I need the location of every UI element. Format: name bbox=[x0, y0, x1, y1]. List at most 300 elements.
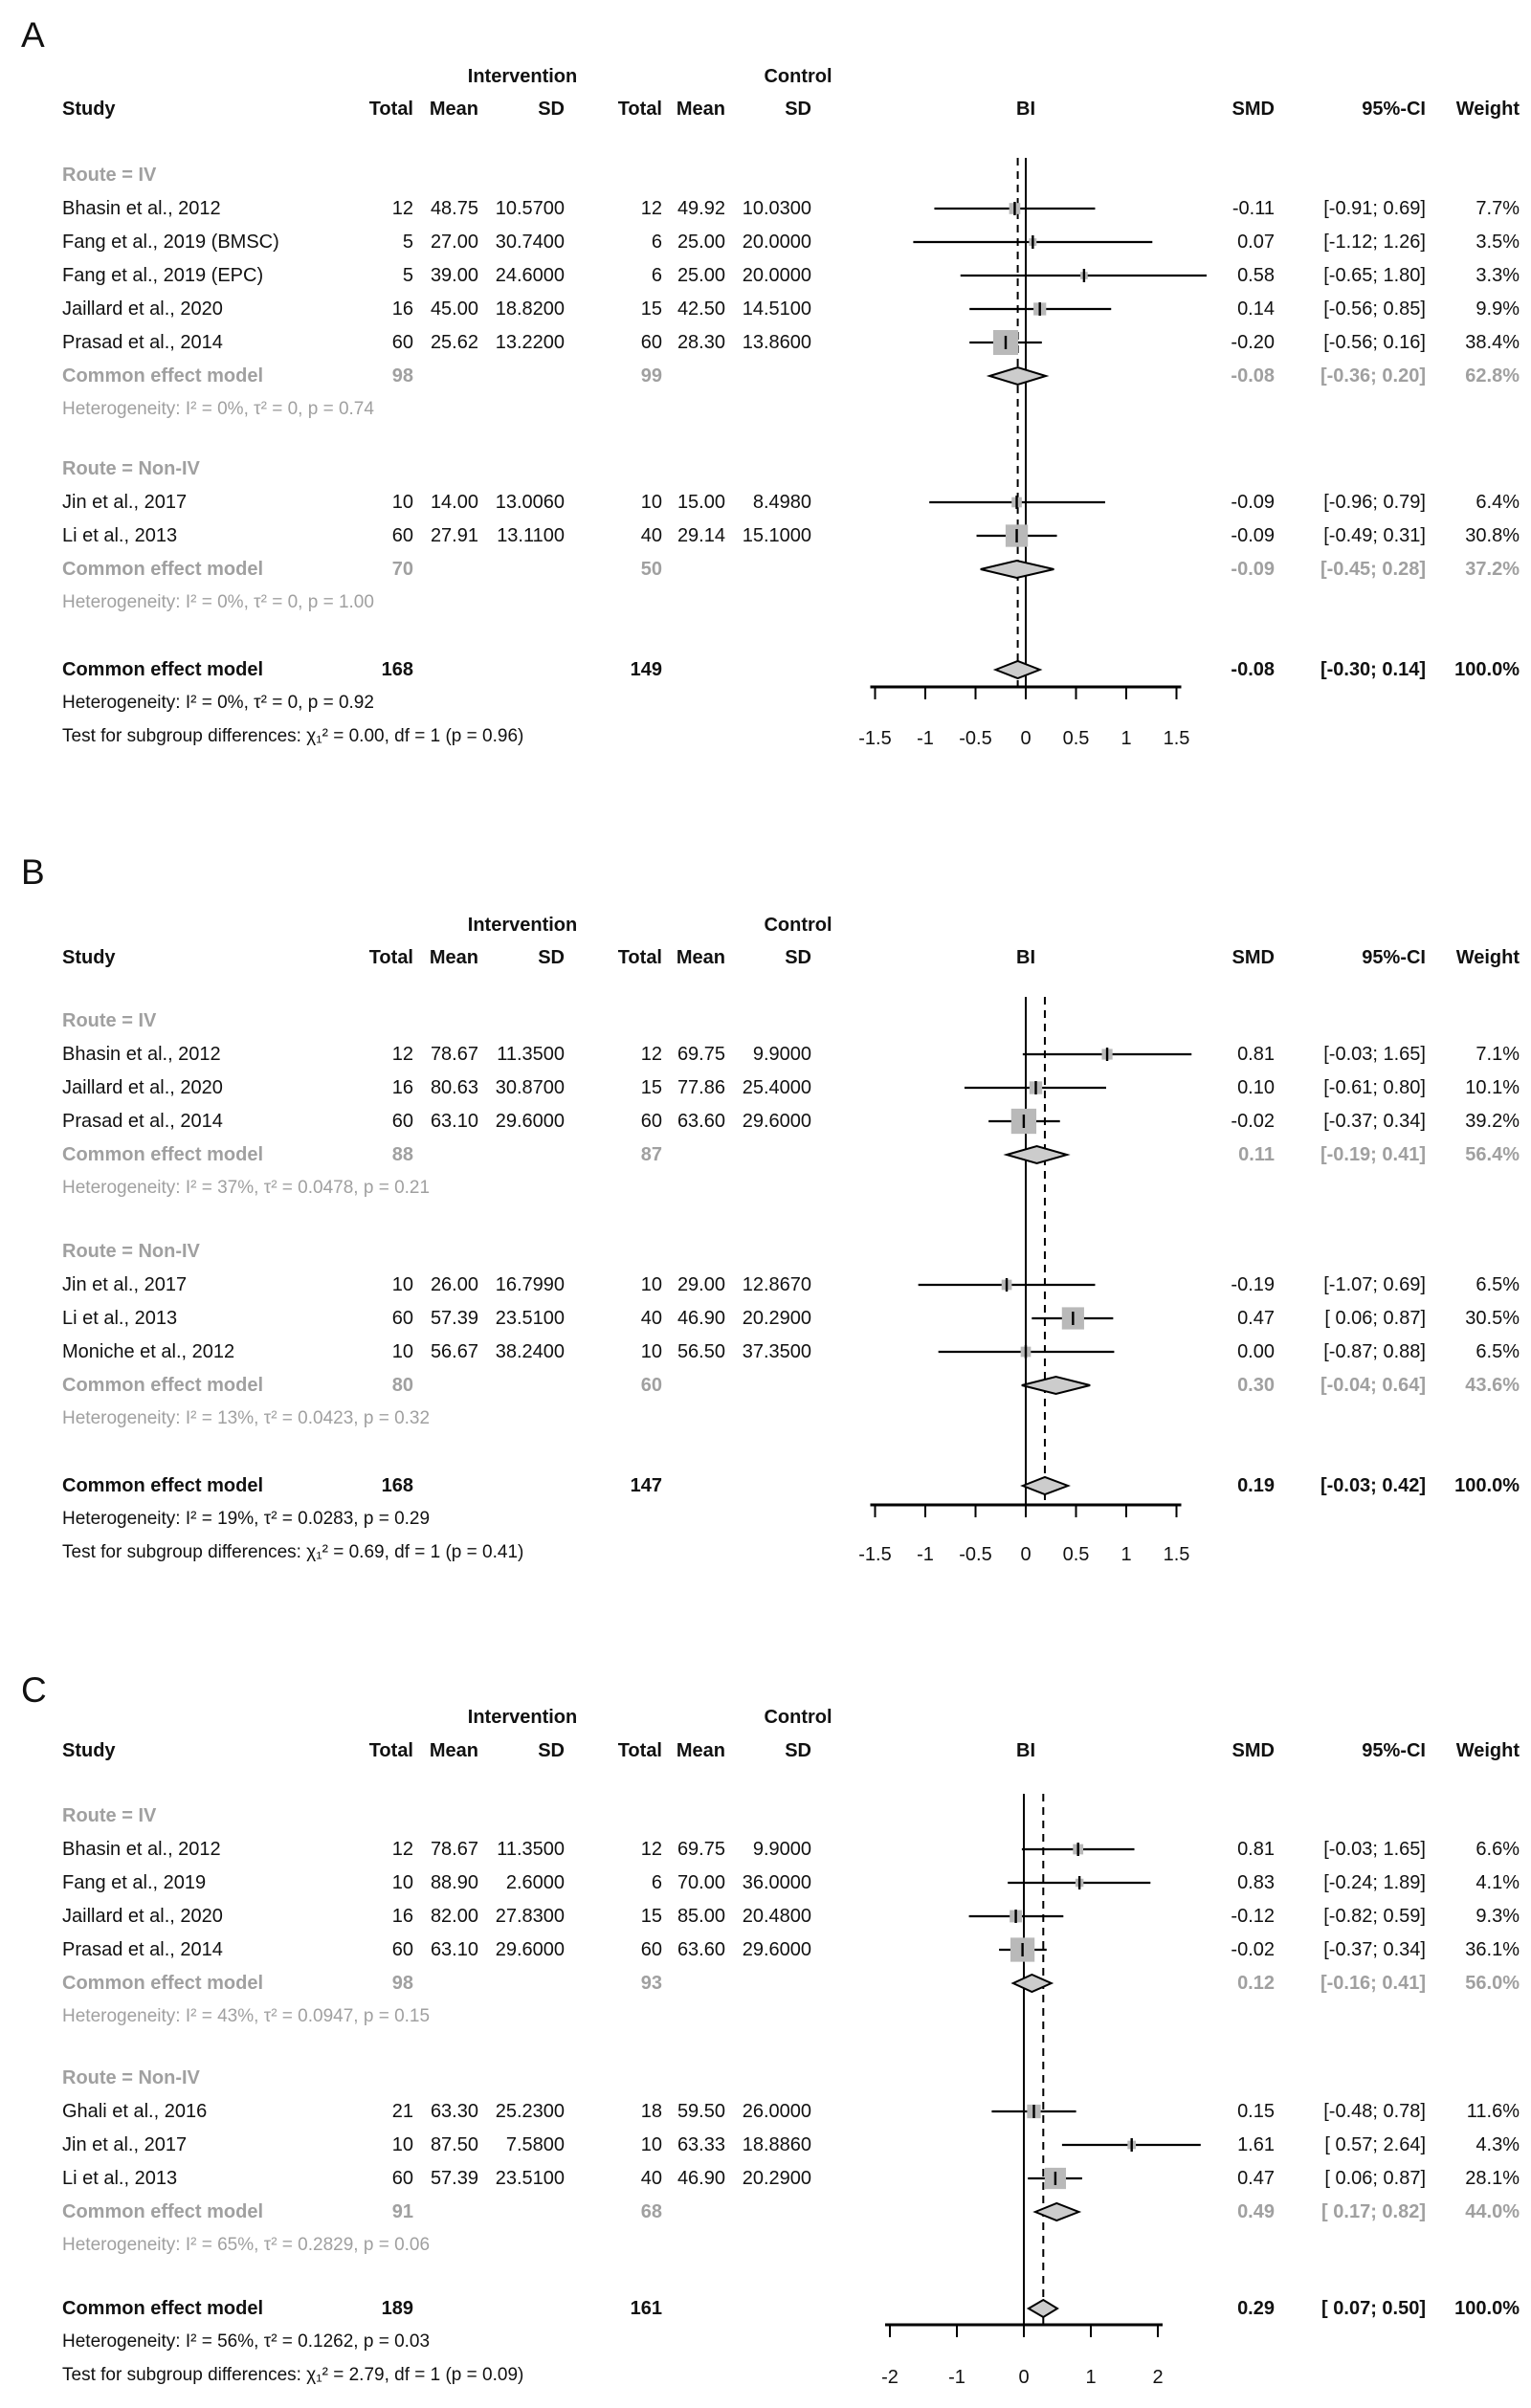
cell-control-total: 6 bbox=[651, 232, 662, 253]
cell-control-total: 40 bbox=[640, 1308, 662, 1329]
subgroup-heterogeneity: Heterogeneity: I² = 0%, τ² = 0, p = 0.74 bbox=[62, 399, 374, 419]
cell-control-sd: 20.2900 bbox=[742, 1308, 811, 1329]
cell-ci: [-1.12; 1.26] bbox=[1323, 232, 1426, 253]
cell-control-total: 12 bbox=[640, 198, 662, 219]
col-header-mean: Mean bbox=[676, 1740, 725, 1761]
axis-tick-label: -1 bbox=[948, 2367, 965, 2388]
cell-ci: [-0.82; 0.59] bbox=[1323, 1906, 1426, 1927]
cell-intervention-mean: 63.30 bbox=[430, 2101, 478, 2122]
cell-ci: [ 0.57; 2.64] bbox=[1324, 2134, 1426, 2155]
cell-intervention-sd: 10.5700 bbox=[495, 198, 565, 219]
cell-control-sd: 18.8860 bbox=[742, 2134, 811, 2155]
cell-control-total: 15 bbox=[640, 1906, 662, 1927]
cell-intervention-mean: 57.39 bbox=[430, 1308, 478, 1329]
cell-control-sd: 20.0000 bbox=[742, 232, 811, 253]
subgroup-difference-test: Test for subgroup differences: χ₁² = 0.69, df = 1 (p = 0.41) bbox=[62, 1542, 524, 1562]
cell-ci: [-0.24; 1.89] bbox=[1323, 1872, 1426, 1893]
subgroup-summary-label: Common effect model bbox=[62, 2201, 264, 2222]
study-name: Jin et al., 2017 bbox=[62, 2134, 188, 2155]
study-name: Fang et al., 2019 (EPC) bbox=[62, 265, 264, 286]
study-name: Bhasin et al., 2012 bbox=[62, 1044, 221, 1065]
cell-smd: 0.11 bbox=[1238, 1144, 1275, 1165]
cell-smd: -0.12 bbox=[1231, 1906, 1275, 1927]
cell-control-sd: 8.4980 bbox=[752, 492, 811, 513]
col-header-mean: Mean bbox=[429, 99, 478, 120]
cell-intervention-sd: 23.5100 bbox=[495, 2168, 565, 2189]
cell-intervention-total: 12 bbox=[391, 1044, 413, 1065]
subgroup-difference-test: Test for subgroup differences: χ₁² = 0.00, df = 1 (p = 0.96) bbox=[62, 726, 524, 746]
cell-weight: 44.0% bbox=[1465, 2201, 1520, 2222]
study-name: Moniche et al., 2012 bbox=[62, 1341, 235, 1362]
cell-ci: [-0.37; 0.34] bbox=[1323, 1939, 1426, 1960]
cell-intervention-sd: 30.8700 bbox=[495, 1077, 565, 1098]
axis-tick-label: -1.5 bbox=[858, 1544, 892, 1565]
cell-control-total: 10 bbox=[640, 1341, 662, 1362]
cell-smd: 0.14 bbox=[1237, 298, 1275, 320]
cell-intervention-total: 168 bbox=[381, 659, 413, 680]
cell-ci: [-0.03; 1.65] bbox=[1323, 1044, 1426, 1065]
study-name: Bhasin et al., 2012 bbox=[62, 1839, 221, 1860]
cell-intervention-total: 5 bbox=[402, 265, 413, 286]
cell-ci: [-0.04; 0.64] bbox=[1320, 1375, 1426, 1396]
cell-ci: [-0.16; 0.41] bbox=[1320, 1973, 1426, 1994]
cell-control-sd: 37.3500 bbox=[742, 1341, 811, 1362]
cell-ci: [-0.45; 0.28] bbox=[1320, 559, 1426, 580]
study-name: Bhasin et al., 2012 bbox=[62, 198, 221, 219]
col-header-total: Total bbox=[368, 1740, 413, 1761]
cell-intervention-total: 16 bbox=[391, 1077, 413, 1098]
col-header-sd: SD bbox=[538, 947, 565, 968]
cell-intervention-mean: 56.67 bbox=[430, 1341, 478, 1362]
axis-tick-label: -2 bbox=[881, 2367, 899, 2388]
cell-smd: 0.10 bbox=[1237, 1077, 1275, 1098]
cell-control-total: 10 bbox=[640, 1274, 662, 1295]
cell-weight: 100.0% bbox=[1454, 2298, 1520, 2319]
cell-intervention-total: 60 bbox=[391, 1111, 413, 1132]
study-name: Prasad et al., 2014 bbox=[62, 1111, 223, 1132]
cell-intervention-sd: 29.6000 bbox=[495, 1111, 565, 1132]
cell-control-sd: 15.1000 bbox=[742, 525, 811, 546]
study-name: Ghali et al., 2016 bbox=[62, 2101, 208, 2122]
cell-smd: -0.11 bbox=[1231, 198, 1275, 219]
col-header-study: Study bbox=[62, 1740, 116, 1761]
col-header-total: Total bbox=[617, 99, 662, 120]
cell-intervention-total: 16 bbox=[391, 1906, 413, 1927]
cell-control-mean: 49.92 bbox=[677, 198, 725, 219]
cell-control-mean: 46.90 bbox=[677, 1308, 725, 1329]
cell-weight: 6.4% bbox=[1476, 492, 1520, 513]
cell-intervention-total: 16 bbox=[391, 298, 413, 320]
axis-tick-label: 0 bbox=[1020, 1544, 1032, 1565]
subgroup-header: Route = IV bbox=[62, 165, 157, 186]
cell-intervention-mean: 63.10 bbox=[430, 1939, 478, 1960]
cell-control-mean: 63.33 bbox=[677, 2134, 725, 2155]
axis-tick-label: 0 bbox=[1018, 2367, 1030, 2388]
cell-ci: [ 0.07; 0.50] bbox=[1321, 2298, 1426, 2319]
cell-smd: -0.09 bbox=[1231, 559, 1275, 580]
cell-weight: 3.5% bbox=[1476, 232, 1520, 253]
col-header-weight: Weight bbox=[1455, 1740, 1520, 1761]
cell-intervention-mean: 27.91 bbox=[430, 525, 478, 546]
cell-smd: -0.20 bbox=[1231, 332, 1275, 353]
cell-control-sd: 29.6000 bbox=[742, 1111, 811, 1132]
cell-control-total: 149 bbox=[630, 659, 662, 680]
cell-intervention-mean: 87.50 bbox=[430, 2134, 478, 2155]
cell-control-total: 6 bbox=[651, 1872, 662, 1893]
col-header-total: Total bbox=[617, 1740, 662, 1761]
cell-intervention-sd: 13.1100 bbox=[497, 525, 565, 546]
cell-control-total: 10 bbox=[640, 492, 662, 513]
cell-control-mean: 69.75 bbox=[677, 1044, 725, 1065]
cell-intervention-sd: 38.2400 bbox=[495, 1341, 565, 1362]
cell-ci: [-0.87; 0.88] bbox=[1323, 1341, 1426, 1362]
cell-intervention-sd: 23.5100 bbox=[495, 1308, 565, 1329]
cell-control-total: 6 bbox=[651, 265, 662, 286]
cell-intervention-mean: 25.62 bbox=[430, 332, 478, 353]
cell-control-total: 60 bbox=[640, 1939, 662, 1960]
cell-smd: 1.61 bbox=[1237, 2134, 1275, 2155]
cell-intervention-total: 10 bbox=[391, 492, 413, 513]
study-name: Fang et al., 2019 bbox=[62, 1872, 207, 1893]
cell-weight: 7.1% bbox=[1476, 1044, 1520, 1065]
study-name: Jin et al., 2017 bbox=[62, 492, 188, 513]
col-header-smd: SMD bbox=[1231, 947, 1275, 968]
cell-ci: [-0.56; 0.85] bbox=[1323, 298, 1426, 320]
cell-weight: 38.4% bbox=[1465, 332, 1520, 353]
cell-smd: 0.07 bbox=[1237, 232, 1275, 253]
cell-weight: 39.2% bbox=[1465, 1111, 1520, 1132]
cell-intervention-mean: 63.10 bbox=[430, 1111, 478, 1132]
cell-ci: [-0.48; 0.78] bbox=[1323, 2101, 1426, 2122]
cell-intervention-mean: 26.00 bbox=[430, 1274, 478, 1295]
cell-intervention-total: 98 bbox=[391, 1973, 413, 1994]
cell-smd: -0.19 bbox=[1231, 1274, 1275, 1295]
cell-weight: 28.1% bbox=[1465, 2168, 1520, 2189]
cell-control-sd: 36.0000 bbox=[742, 1872, 811, 1893]
axis-tick-label: 2 bbox=[1152, 2367, 1164, 2388]
cell-smd: 0.81 bbox=[1237, 1839, 1275, 1860]
overall-summary-label: Common effect model bbox=[62, 1475, 264, 1496]
subgroup-heterogeneity: Heterogeneity: I² = 65%, τ² = 0.2829, p = 0.06 bbox=[62, 2235, 431, 2255]
cell-weight: 4.3% bbox=[1476, 2134, 1520, 2155]
cell-control-mean: 28.30 bbox=[677, 332, 725, 353]
cell-control-mean: 63.60 bbox=[677, 1939, 725, 1960]
panel-label: C bbox=[21, 1670, 47, 1710]
cell-weight: 62.8% bbox=[1465, 365, 1520, 387]
subgroup-heterogeneity: Heterogeneity: I² = 43%, τ² = 0.0947, p = 0.15 bbox=[62, 2006, 431, 2026]
cell-intervention-total: 80 bbox=[391, 1375, 413, 1396]
overall-heterogeneity: Heterogeneity: I² = 56%, τ² = 0.1262, p = 0.03 bbox=[62, 2331, 431, 2352]
cell-intervention-sd: 25.2300 bbox=[495, 2101, 565, 2122]
cell-intervention-total: 91 bbox=[391, 2201, 413, 2222]
axis-tick-label: 1 bbox=[1085, 2367, 1097, 2388]
col-header-effect: BI bbox=[1016, 99, 1035, 120]
cell-control-total: 161 bbox=[630, 2298, 662, 2319]
cell-control-total: 18 bbox=[640, 2101, 662, 2122]
cell-ci: [-0.19; 0.41] bbox=[1320, 1144, 1426, 1165]
header-intervention-group: Intervention bbox=[467, 1707, 578, 1728]
axis-tick-label: -1.5 bbox=[858, 728, 892, 749]
cell-control-sd: 9.9000 bbox=[752, 1839, 811, 1860]
cell-intervention-mean: 78.67 bbox=[430, 1839, 478, 1860]
col-header-total: Total bbox=[368, 99, 413, 120]
cell-smd: 0.47 bbox=[1237, 1308, 1275, 1329]
overall-heterogeneity: Heterogeneity: I² = 19%, τ² = 0.0283, p = 0.29 bbox=[62, 1509, 431, 1529]
cell-ci: [-0.03; 0.42] bbox=[1320, 1475, 1426, 1496]
cell-control-mean: 29.00 bbox=[677, 1274, 725, 1295]
cell-control-total: 15 bbox=[640, 1077, 662, 1098]
cell-intervention-mean: 48.75 bbox=[430, 198, 478, 219]
col-header-sd: SD bbox=[538, 99, 565, 120]
cell-weight: 6.6% bbox=[1476, 1839, 1520, 1860]
cell-control-total: 15 bbox=[640, 298, 662, 320]
subgroup-header: Route = Non-IV bbox=[62, 1241, 200, 1262]
col-header-sd: SD bbox=[785, 1740, 811, 1761]
cell-control-sd: 20.0000 bbox=[742, 265, 811, 286]
cell-intervention-total: 88 bbox=[391, 1144, 413, 1165]
axis-tick-label: 0.5 bbox=[1062, 1544, 1090, 1565]
study-name: Jaillard et al., 2020 bbox=[62, 1906, 223, 1927]
cell-smd: 0.47 bbox=[1237, 2168, 1275, 2189]
cell-intervention-mean: 45.00 bbox=[430, 298, 478, 320]
cell-control-mean: 70.00 bbox=[677, 1872, 725, 1893]
panel-label: A bbox=[21, 15, 45, 55]
subgroup-header: Route = Non-IV bbox=[62, 458, 200, 479]
cell-weight: 6.5% bbox=[1476, 1341, 1520, 1362]
cell-weight: 56.4% bbox=[1465, 1144, 1520, 1165]
cell-control-mean: 25.00 bbox=[677, 265, 725, 286]
study-name: Prasad et al., 2014 bbox=[62, 1939, 223, 1960]
cell-control-total: 50 bbox=[640, 559, 662, 580]
cell-intervention-total: 10 bbox=[391, 1274, 413, 1295]
cell-intervention-total: 10 bbox=[391, 1872, 413, 1893]
cell-ci: [-0.37; 0.34] bbox=[1323, 1111, 1426, 1132]
cell-ci: [-0.56; 0.16] bbox=[1323, 332, 1426, 353]
panel-label: B bbox=[21, 852, 45, 892]
cell-intervention-sd: 24.6000 bbox=[495, 265, 565, 286]
subgroup-summary-label: Common effect model bbox=[62, 559, 264, 580]
subgroup-summary-label: Common effect model bbox=[62, 1973, 264, 1994]
col-header-smd: SMD bbox=[1231, 1740, 1275, 1761]
axis-tick-label: -1 bbox=[917, 728, 934, 749]
cell-smd: 0.81 bbox=[1237, 1044, 1275, 1065]
cell-intervention-mean: 39.00 bbox=[430, 265, 478, 286]
cell-weight: 6.5% bbox=[1476, 1274, 1520, 1295]
col-header-sd: SD bbox=[785, 99, 811, 120]
cell-intervention-total: 189 bbox=[381, 2298, 413, 2319]
cell-intervention-total: 10 bbox=[391, 1341, 413, 1362]
overall-heterogeneity: Heterogeneity: I² = 0%, τ² = 0, p = 0.92 bbox=[62, 693, 374, 713]
cell-smd: -0.08 bbox=[1231, 365, 1275, 387]
subgroup-heterogeneity: Heterogeneity: I² = 0%, τ² = 0, p = 1.00 bbox=[62, 592, 374, 612]
cell-control-total: 87 bbox=[640, 1144, 662, 1165]
subgroup-summary-label: Common effect model bbox=[62, 365, 264, 387]
col-header-ci: 95%-CI bbox=[1362, 99, 1426, 120]
cell-ci: [-0.65; 1.80] bbox=[1323, 265, 1426, 286]
study-name: Prasad et al., 2014 bbox=[62, 332, 223, 353]
cell-control-total: 40 bbox=[640, 2168, 662, 2189]
cell-weight: 4.1% bbox=[1476, 1872, 1520, 1893]
cell-weight: 9.3% bbox=[1476, 1906, 1520, 1927]
cell-ci: [-0.03; 1.65] bbox=[1323, 1839, 1426, 1860]
cell-intervention-total: 60 bbox=[391, 332, 413, 353]
col-header-smd: SMD bbox=[1231, 99, 1275, 120]
cell-intervention-sd: 29.6000 bbox=[495, 1939, 565, 1960]
axis-tick-label: -0.5 bbox=[959, 1544, 992, 1565]
header-intervention-group: Intervention bbox=[467, 66, 578, 87]
cell-control-total: 12 bbox=[640, 1839, 662, 1860]
cell-control-total: 60 bbox=[640, 332, 662, 353]
cell-ci: [-0.96; 0.79] bbox=[1323, 492, 1426, 513]
cell-ci: [ 0.06; 0.87] bbox=[1324, 2168, 1426, 2189]
cell-control-sd: 26.0000 bbox=[742, 2101, 811, 2122]
cell-control-sd: 12.8670 bbox=[742, 1274, 811, 1295]
cell-weight: 36.1% bbox=[1465, 1939, 1520, 1960]
axis-tick-label: 1.5 bbox=[1163, 728, 1190, 749]
cell-weight: 11.6% bbox=[1466, 2101, 1520, 2122]
cell-control-sd: 20.4800 bbox=[742, 1906, 811, 1927]
col-header-weight: Weight bbox=[1455, 99, 1520, 120]
cell-intervention-sd: 2.6000 bbox=[505, 1872, 565, 1893]
cell-control-total: 147 bbox=[630, 1475, 662, 1496]
cell-control-sd: 20.2900 bbox=[742, 2168, 811, 2189]
cell-weight: 37.2% bbox=[1465, 559, 1520, 580]
cell-control-total: 12 bbox=[640, 1044, 662, 1065]
cell-smd: -0.02 bbox=[1231, 1939, 1275, 1960]
col-header-sd: SD bbox=[538, 1740, 565, 1761]
cell-control-mean: 63.60 bbox=[677, 1111, 725, 1132]
col-header-ci: 95%-CI bbox=[1362, 947, 1426, 968]
col-header-weight: Weight bbox=[1455, 947, 1520, 968]
cell-ci: [-0.36; 0.20] bbox=[1320, 365, 1426, 387]
axis-tick-label: 1 bbox=[1121, 728, 1132, 749]
cell-intervention-total: 168 bbox=[381, 1475, 413, 1496]
header-control-group: Control bbox=[764, 915, 832, 936]
study-name: Li et al., 2013 bbox=[62, 525, 178, 546]
cell-control-mean: 46.90 bbox=[677, 2168, 725, 2189]
cell-smd: 0.12 bbox=[1237, 1973, 1275, 1994]
cell-control-total: 10 bbox=[640, 2134, 662, 2155]
cell-control-sd: 9.9000 bbox=[752, 1044, 811, 1065]
axis-tick-label: 0 bbox=[1020, 728, 1032, 749]
cell-ci: [ 0.17; 0.82] bbox=[1321, 2201, 1426, 2222]
cell-intervention-sd: 27.8300 bbox=[495, 1906, 565, 1927]
cell-intervention-mean: 78.67 bbox=[430, 1044, 478, 1065]
cell-control-mean: 56.50 bbox=[677, 1341, 725, 1362]
cell-ci: [-0.91; 0.69] bbox=[1323, 198, 1426, 219]
header-control-group: Control bbox=[764, 66, 832, 87]
cell-smd: 0.15 bbox=[1237, 2101, 1275, 2122]
col-header-total: Total bbox=[617, 947, 662, 968]
col-header-mean: Mean bbox=[429, 1740, 478, 1761]
cell-control-total: 99 bbox=[640, 365, 662, 387]
cell-intervention-total: 60 bbox=[391, 525, 413, 546]
cell-control-mean: 15.00 bbox=[677, 492, 725, 513]
axis-tick-label: 1.5 bbox=[1163, 1544, 1190, 1565]
cell-weight: 56.0% bbox=[1465, 1973, 1520, 1994]
overall-summary-label: Common effect model bbox=[62, 2298, 264, 2319]
cell-smd: -0.08 bbox=[1231, 659, 1275, 680]
cell-ci: [ 0.06; 0.87] bbox=[1324, 1308, 1426, 1329]
cell-weight: 30.5% bbox=[1465, 1308, 1520, 1329]
cell-control-sd: 14.5100 bbox=[742, 298, 811, 320]
col-header-mean: Mean bbox=[429, 947, 478, 968]
cell-control-total: 60 bbox=[640, 1111, 662, 1132]
cell-weight: 10.1% bbox=[1465, 1077, 1520, 1098]
cell-intervention-total: 21 bbox=[391, 2101, 413, 2122]
axis-tick-label: -0.5 bbox=[959, 728, 992, 749]
cell-smd: 0.30 bbox=[1237, 1375, 1275, 1396]
cell-control-total: 68 bbox=[640, 2201, 662, 2222]
subgroup-summary-label: Common effect model bbox=[62, 1144, 264, 1165]
col-header-total: Total bbox=[368, 947, 413, 968]
cell-intervention-mean: 82.00 bbox=[430, 1906, 478, 1927]
cell-control-mean: 77.86 bbox=[677, 1077, 725, 1098]
cell-smd: -0.02 bbox=[1231, 1111, 1275, 1132]
cell-intervention-total: 12 bbox=[391, 1839, 413, 1860]
cell-smd: 0.49 bbox=[1237, 2201, 1275, 2222]
cell-intervention-sd: 30.7400 bbox=[495, 232, 565, 253]
col-header-effect: BI bbox=[1016, 1740, 1035, 1761]
col-header-effect: BI bbox=[1016, 947, 1035, 968]
cell-intervention-total: 12 bbox=[391, 198, 413, 219]
cell-smd: 0.19 bbox=[1237, 1475, 1275, 1496]
cell-intervention-total: 98 bbox=[391, 365, 413, 387]
cell-intervention-total: 60 bbox=[391, 1308, 413, 1329]
cell-intervention-sd: 16.7990 bbox=[495, 1274, 565, 1295]
cell-weight: 30.8% bbox=[1465, 525, 1520, 546]
cell-control-mean: 42.50 bbox=[677, 298, 725, 320]
cell-weight: 3.3% bbox=[1476, 265, 1520, 286]
cell-intervention-total: 70 bbox=[391, 559, 413, 580]
cell-smd: 0.00 bbox=[1237, 1341, 1275, 1362]
cell-smd: 0.29 bbox=[1237, 2298, 1275, 2319]
cell-ci: [-0.30; 0.14] bbox=[1320, 659, 1426, 680]
col-header-ci: 95%-CI bbox=[1362, 1740, 1426, 1761]
cell-ci: [-1.07; 0.69] bbox=[1323, 1274, 1426, 1295]
cell-intervention-total: 60 bbox=[391, 2168, 413, 2189]
axis-tick-label: -1 bbox=[917, 1544, 934, 1565]
cell-control-total: 40 bbox=[640, 525, 662, 546]
subgroup-difference-test: Test for subgroup differences: χ₁² = 2.79, df = 1 (p = 0.09) bbox=[62, 2365, 524, 2385]
subgroup-summary-label: Common effect model bbox=[62, 1375, 264, 1396]
cell-intervention-sd: 18.8200 bbox=[495, 298, 565, 320]
study-name: Jin et al., 2017 bbox=[62, 1274, 188, 1295]
subgroup-header: Route = IV bbox=[62, 1805, 157, 1826]
cell-smd: 0.83 bbox=[1237, 1872, 1275, 1893]
cell-control-sd: 25.4000 bbox=[742, 1077, 811, 1098]
cell-intervention-total: 60 bbox=[391, 1939, 413, 1960]
col-header-mean: Mean bbox=[676, 947, 725, 968]
cell-intervention-mean: 27.00 bbox=[430, 232, 478, 253]
col-header-mean: Mean bbox=[676, 99, 725, 120]
col-header-study: Study bbox=[62, 99, 116, 120]
cell-ci: [-0.61; 0.80] bbox=[1323, 1077, 1426, 1098]
cell-control-sd: 10.0300 bbox=[742, 198, 811, 219]
subgroup-heterogeneity: Heterogeneity: I² = 13%, τ² = 0.0423, p = 0.32 bbox=[62, 1408, 431, 1428]
study-name: Fang et al., 2019 (BMSC) bbox=[62, 232, 279, 253]
cell-weight: 43.6% bbox=[1465, 1375, 1520, 1396]
cell-control-sd: 29.6000 bbox=[742, 1939, 811, 1960]
col-header-study: Study bbox=[62, 947, 116, 968]
cell-smd: -0.09 bbox=[1231, 492, 1275, 513]
subgroup-header: Route = IV bbox=[62, 1010, 157, 1031]
cell-intervention-sd: 13.2200 bbox=[495, 332, 565, 353]
cell-intervention-sd: 7.5800 bbox=[505, 2134, 565, 2155]
cell-control-mean: 85.00 bbox=[677, 1906, 725, 1927]
cell-intervention-sd: 13.0060 bbox=[495, 492, 565, 513]
cell-smd: -0.09 bbox=[1231, 525, 1275, 546]
